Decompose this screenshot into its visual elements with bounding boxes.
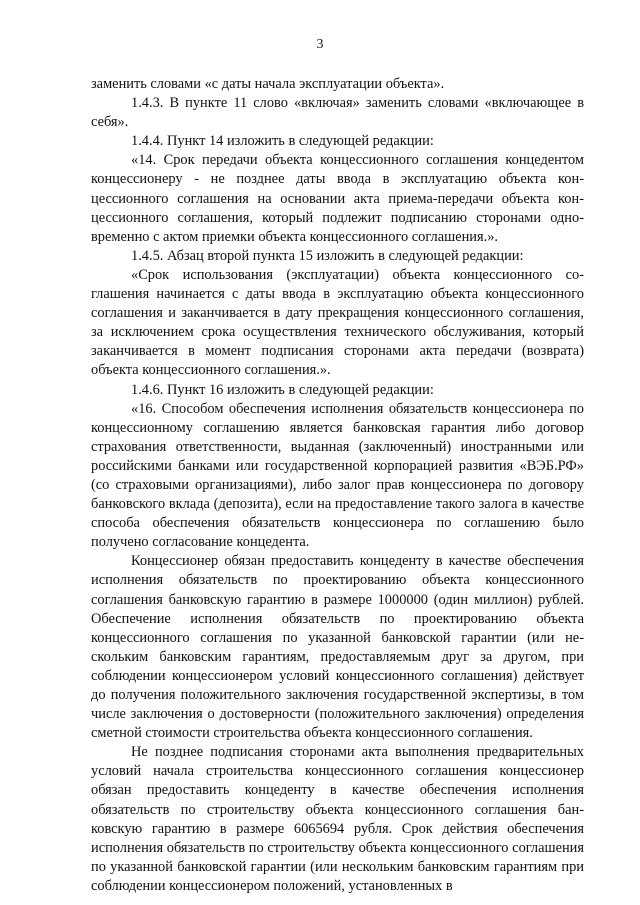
paragraph-construction-guarantee: Не позднее подписания сторонами акта выполнения предварительных условий начала строительства концессионного соглашения концессионер обязан предоставить концеденту в качестве обеспечения исполнения обязательств по строительству объекта концессионного соглашения банковскую гарантию в размере 6065694 рубля. Срок действия обеспечения исполнения обязательств по строительству объекта концессионного соглашения по указанной банковской гарантии (или нескольким банковским гарантиям при соблюдении концессионером положений, установленных в [91,744,584,894]
document-body [91,75,584,896]
paragraph-item-1-4-5: 1.4.5. Абзац второй пункта 15 изложить в следующей редакции: [131,247,524,264]
paragraph-clause-14: «14. Срок передачи объекта концессионного соглашения концедентом концессионеру - не позднее даты ввода в эксплуатацию объекта концессионного соглашения на основании акта приема-передачи объекта концессионного соглашения, который подлежит подписанию сторонами одновременно с актом приемки объекта концессионного соглашения.». [91,152,584,245]
page-number: 3 [316,37,324,52]
paragraph-item-1-4-6: 1.4.6. Пункт 16 изложить в следующей редакции: [131,381,434,398]
paragraph-item-1-4-3: 1.4.3. В пункте 11 слово «включая» заменить словами «включающее в себя». [91,95,584,131]
paragraph-clause-16: «16. Способом обеспечения исполнения обязательств концессионера по концессионному соглашению является банковская гарантия либо договор страхования ответственности, выданная (заключенный) иностранными или российскими банками или государственной корпорацией развития «ВЭБ.РФ» (со страховыми организациями), либо залог прав концессионера по договору банковского вклада (депозита), если на предоставление такого залога в качестве способа обеспечения обязательств концессионера по соглашению было получено согласование концедента. [91,400,584,551]
paragraph-continuation: заменить словами «с даты начала эксплуатации объекта». [91,76,445,92]
paragraph-item-1-4-4: 1.4.4. Пункт 14 изложить в следующей редакции: [131,133,434,150]
paragraph-design-guarantee: Концессионер обязан предоставить концеденту в качестве обеспечения исполнения обязательств по проектированию объекта концессионного соглашения банковскую гарантию в размере 1000000 (один миллион) рублей. Обеспечение исполнения обязательств по проектированию объекта концессионного соглашения по указанной банковской гарантии (или нескольким банковским гарантиям, предоставляемым друг за другом, при соблюдении концессионером условий концессионного соглашения) действует до получения положительного заключения государственной экспертизы, в том числе заключения о достоверности (положительного заключения) определения сметной стоимости строительства объекта концессионного соглашения. [91,553,584,742]
paragraph-clause-15: «Срок использования (эксплуатации) объекта концессионного соглашения начинается с даты ввода в эксплуатацию объекта концессионного соглашения и заканчивается в дату прекращения концессионного соглашения, за исключением срока осуществления технического обслуживания, который заканчивается в момент подписания сторонами акта передачи (возврата) объекта концессионного соглашения.». [91,266,584,379]
